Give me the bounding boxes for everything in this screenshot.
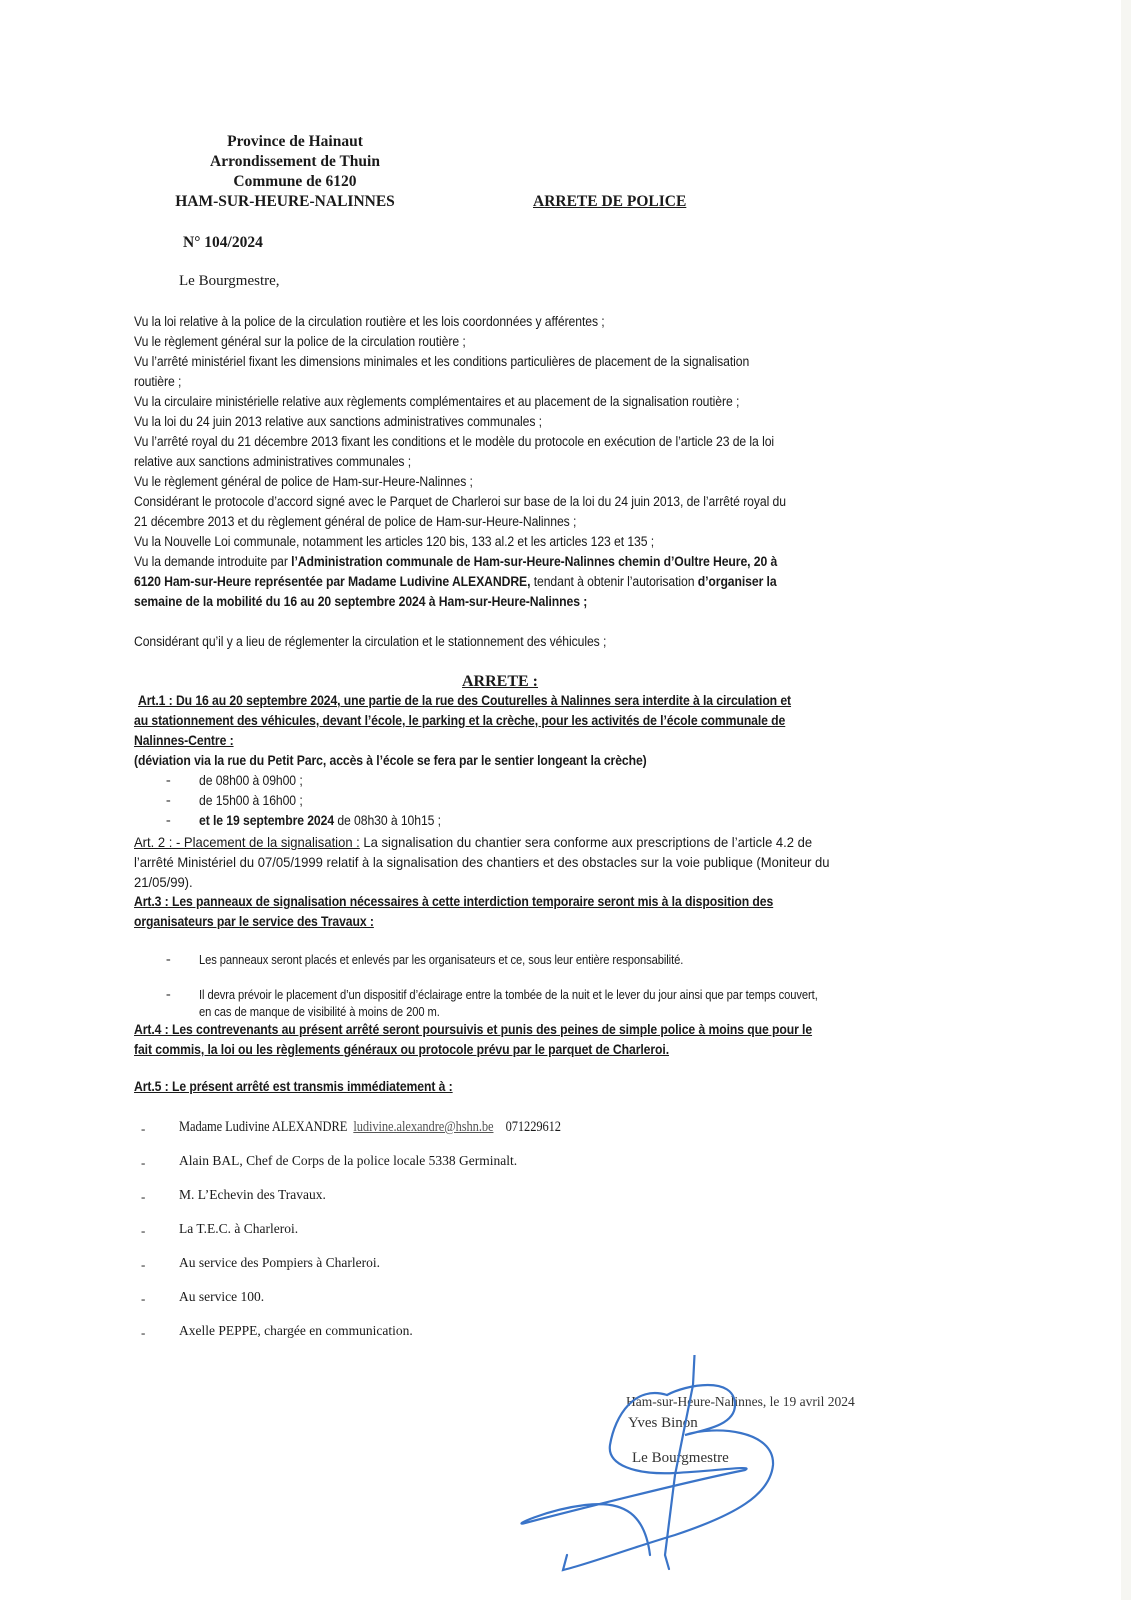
article-1-line: Nalinnes-Centre : (134, 733, 234, 749)
document-number: N° 104/2024 (183, 234, 263, 251)
preamble-line: Vu la Nouvelle Loi communale, notamment les articles 120 bis, 133 al.2 et les articles 123 et 135 ; (134, 534, 655, 550)
bullet-dash: - (166, 813, 171, 828)
time-slot-bold: et le 19 septembre 2024 (199, 813, 335, 829)
document-type-title: ARRETE DE POLICE (533, 193, 687, 210)
header-arrondissement: Arrondissement de Thuin (210, 153, 380, 170)
request-purpose: d’organiser la (697, 574, 777, 590)
time-slot (199, 813, 441, 829)
time-slot (199, 773, 303, 789)
request-line-3: semaine de la mobilité du 16 au 20 septembre 2024 à Ham-sur-Heure-Nalinnes ; (134, 594, 588, 610)
bullet-dash: - (141, 1223, 146, 1238)
decree-title: ARRETE : (462, 673, 539, 690)
header-commune: Commune de 6120 (233, 173, 357, 190)
preamble-line: Considérant le protocole d’accord signé avec le Parquet de Charleroi sur base de la loi du 24 juin 2013, de l’arrêté royal du (134, 494, 786, 510)
time-slot-text: de 08h30 à 10h15 ; (334, 813, 441, 829)
recipient: Au service des Pompiers à Charleroi. (179, 1255, 380, 1270)
request-text: Vu la demande introduite par (134, 554, 292, 570)
request-line-2 (134, 574, 777, 590)
request-text: tendant à obtenir l’autorisation (530, 574, 698, 590)
recipient-email-link[interactable]: ludivine.alexandre@hshn.be (353, 1119, 494, 1135)
article-3-item: Il devra prévoir le placement d’un dispositif d’éclairage entre la tombée de la nuit et le lever du jour ainsi que par temps couvert, (199, 987, 818, 1002)
time-slot (199, 793, 303, 809)
bullet-dash: - (141, 1325, 146, 1340)
signature-stroke (563, 1385, 773, 1570)
article-1-deviation: (déviation via la rue du Petit Parc, accès à l’école se fera par le sentier longeant la crèche) (134, 753, 647, 769)
article-5-title: Art.5 : Le présent arrêté est transmis immédiatement à : (134, 1079, 453, 1095)
article-3-item: Les panneaux seront placés et enlevés par les organisateurs et ce, sous leur entière responsabilité. (199, 952, 684, 967)
preamble-line: Vu le règlement général sur la police de la circulation routière ; (134, 334, 466, 350)
preamble-line: 21 décembre 2013 et du règlement général de police de Ham-sur-Heure-Nalinnes ; (134, 514, 577, 530)
handwritten-signature (515, 1355, 815, 1585)
article-1-line: Art.1 : Du 16 au 20 septembre 2024, une partie de la rue des Couturelles à Nalinnes sera interdite à la circulation et (138, 693, 792, 709)
preamble-line: Vu la circulaire ministérielle relative aux règlements complémentaires et au placement de la signalisation routière ; (134, 394, 740, 410)
preamble-line: routière ; (134, 374, 182, 390)
bullet-dash: - (166, 773, 171, 788)
recipient: La T.E.C. à Charleroi. (179, 1221, 299, 1236)
request-applicant: l’Administration communale de Ham-sur-Heure-Nalinnes chemin d’Oultre Heure, 20 à (291, 554, 778, 570)
preamble-line: Vu l’arrêté ministériel fixant les dimensions minimales et les conditions particulières de placement de la signalisation (134, 354, 750, 370)
recipient-phone: 071229612 (505, 1119, 561, 1135)
preamble-line: Vu la loi du 24 juin 2013 relative aux sanctions administratives communales ; (134, 414, 542, 430)
bullet-dash: - (166, 793, 171, 808)
article-1-line: au stationnement des véhicules, devant l’école, le parking et la crèche, pour les activités de l’école communale de (134, 713, 786, 729)
recipient: Au service 100. (179, 1289, 265, 1304)
preamble-line: relative aux sanctions administratives communales ; (134, 454, 412, 470)
article-2-label: Art. 2 : - Placement de la signalisation : (134, 834, 360, 850)
signature-stroke (521, 1393, 746, 1555)
signature-place-date: Ham-sur-Heure-Nalinnes, le 19 avril 2024 (626, 1394, 855, 1409)
signature-title: Le Bourgmestre (632, 1450, 729, 1466)
scan-edge (1121, 0, 1131, 1600)
preamble-line: Vu l’arrêté royal du 21 décembre 2013 fixant les conditions et le modèle du protocole en exécution de l’article 23 de la loi (134, 434, 775, 450)
recipient: Alain BAL, Chef de Corps de la police locale 5338 Germinalt. (179, 1153, 518, 1168)
bullet-dash: - (141, 1155, 146, 1170)
article-2-line (134, 834, 812, 850)
article-3-line: organisateurs par le service des Travaux : (134, 914, 374, 930)
bullet-dash: - (141, 1257, 146, 1272)
bullet-dash: - (141, 1121, 146, 1136)
issuer: Le Bourgmestre, (179, 273, 280, 289)
request-representative: 6120 Ham-sur-Heure représentée par Madame Ludivine ALEXANDRE, (134, 574, 531, 590)
preamble-line: Vu le règlement général de police de Ham-sur-Heure-Nalinnes ; (134, 474, 473, 490)
article-4-line: Art.4 : Les contrevenants au présent arrêté seront poursuivis et punis des peines de simple police à moins que pour le (134, 1022, 813, 1038)
article-3-line: Art.3 : Les panneaux de signalisation nécessaires à cette interdiction temporaire seront mis à la disposition des (134, 894, 774, 910)
time-slot-text: de 15h00 à 16h00 ; (199, 793, 303, 809)
article-2-line: l’arrêté Ministériel du 07/05/1999 relatif à la signalisation des chantiers et des obstacles sur la voie publique (Moniteur du (134, 854, 830, 870)
article-4-line: fait commis, la loi ou les règlements généraux ou protocole prévu par le parquet de Charleroi. (134, 1042, 670, 1058)
header-province: Province de Hainaut (227, 133, 363, 150)
request-line-1 (134, 554, 777, 570)
preamble-line: Vu la loi relative à la police de la circulation routière et les lois coordonnées y afférentes ; (134, 314, 605, 330)
signature-name: Yves Binon (628, 1415, 698, 1431)
recipient: Axelle PEPPE, chargée en communication. (179, 1323, 413, 1338)
article-2-line: 21/05/99). (134, 874, 193, 890)
bullet-dash: - (141, 1291, 146, 1306)
article-3-item: en cas de manque de visibilité à moins de 200 m. (199, 1004, 440, 1019)
bullet-dash: - (166, 952, 171, 967)
time-slot-text: de 08h00 à 09h00 ; (199, 773, 303, 789)
considering-line: Considérant qu’il y a lieu de réglementer la circulation et le stationnement des véhicules ; (134, 634, 607, 650)
bullet-dash: - (141, 1189, 146, 1204)
bullet-dash: - (166, 987, 171, 1002)
header-municipality: HAM-SUR-HEURE-NALINNES (175, 193, 395, 210)
recipient-name: Madame Ludivine ALEXANDRE (179, 1119, 348, 1135)
article-2-text: La signalisation du chantier sera conforme aux prescriptions de l’article 4.2 de (359, 834, 813, 850)
recipient-first (179, 1119, 561, 1136)
recipient: M. L’Echevin des Travaux. (179, 1187, 326, 1202)
